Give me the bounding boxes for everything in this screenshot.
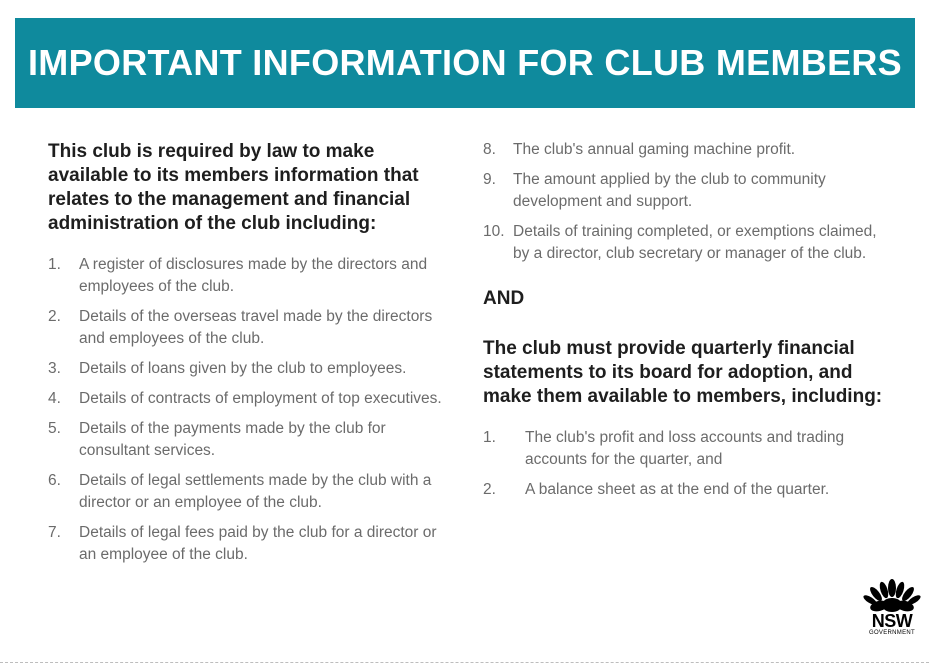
nsw-government-logo [860, 578, 924, 648]
item-number: 8. [483, 141, 496, 158]
item-text: The club's profit and loss accounts and trading accounts for the quarter, and [525, 429, 845, 468]
list-item [483, 221, 883, 265]
nsw-wordmark: NSW [871, 611, 913, 631]
disclosure-list [48, 254, 448, 566]
item-number: 2. [483, 481, 496, 498]
header-banner [15, 18, 915, 108]
item-text: The club's annual gaming machine profit. [513, 141, 796, 158]
list-item [48, 358, 448, 380]
waratah-flower-icon [863, 578, 921, 614]
item-number: 1. [48, 256, 61, 273]
item-number: 2. [48, 308, 61, 325]
list-item [483, 479, 883, 501]
item-text: Details of the overseas travel made by the directors and employees of the club. [79, 308, 433, 347]
quarterly-intro-text: The club must provide quarterly financial statements to its board for adoption, and make them available to members, including: [483, 338, 883, 407]
item-text: Details of loans given by the club to employees. [79, 360, 407, 377]
item-text: Details of legal settlements made by the club with a director or an employee of the club. [79, 472, 432, 511]
item-number: 1. [483, 429, 496, 446]
left-column [48, 138, 448, 574]
item-text: The amount applied by the club to community development and support. [513, 171, 826, 210]
list-item [48, 418, 448, 462]
item-number: 4. [48, 390, 61, 407]
list-item [48, 254, 448, 298]
list-item [48, 470, 448, 514]
item-text: A balance sheet as at the end of the quarter. [525, 481, 830, 498]
right-column [483, 139, 883, 509]
list-item [483, 169, 883, 213]
and-heading: AND [483, 288, 525, 309]
list-item [483, 427, 883, 471]
page-title: IMPORTANT INFORMATION FOR CLUB MEMBERS [28, 42, 902, 83]
list-item [48, 306, 448, 350]
item-number: 10. [483, 223, 505, 240]
item-number: 9. [483, 171, 496, 188]
item-number: 3. [48, 360, 61, 377]
list-item [483, 139, 883, 161]
item-number: 7. [48, 524, 61, 541]
intro-text: This club is required by law to make available to its members information that relates to the management and financial administration of the club including: [48, 141, 419, 234]
list-item [48, 522, 448, 566]
quarterly-list [483, 427, 883, 501]
item-number: 6. [48, 472, 61, 489]
item-number: 5. [48, 420, 61, 437]
bottom-divider [0, 662, 929, 663]
item-text: Details of contracts of employment of top executives. [79, 390, 442, 407]
government-wordmark: GOVERNMENT [868, 630, 915, 636]
disclosure-list-continued [483, 139, 883, 265]
item-text: Details of the payments made by the club for consultant services. [79, 420, 386, 459]
list-item [48, 388, 448, 410]
item-text: Details of training completed, or exemptions claimed, by a director, club secretary or manager of the club. [513, 223, 877, 262]
item-text: Details of legal fees paid by the club for a director or an employee of the club. [79, 524, 437, 563]
item-text: A register of disclosures made by the directors and employees of the club. [79, 256, 428, 295]
